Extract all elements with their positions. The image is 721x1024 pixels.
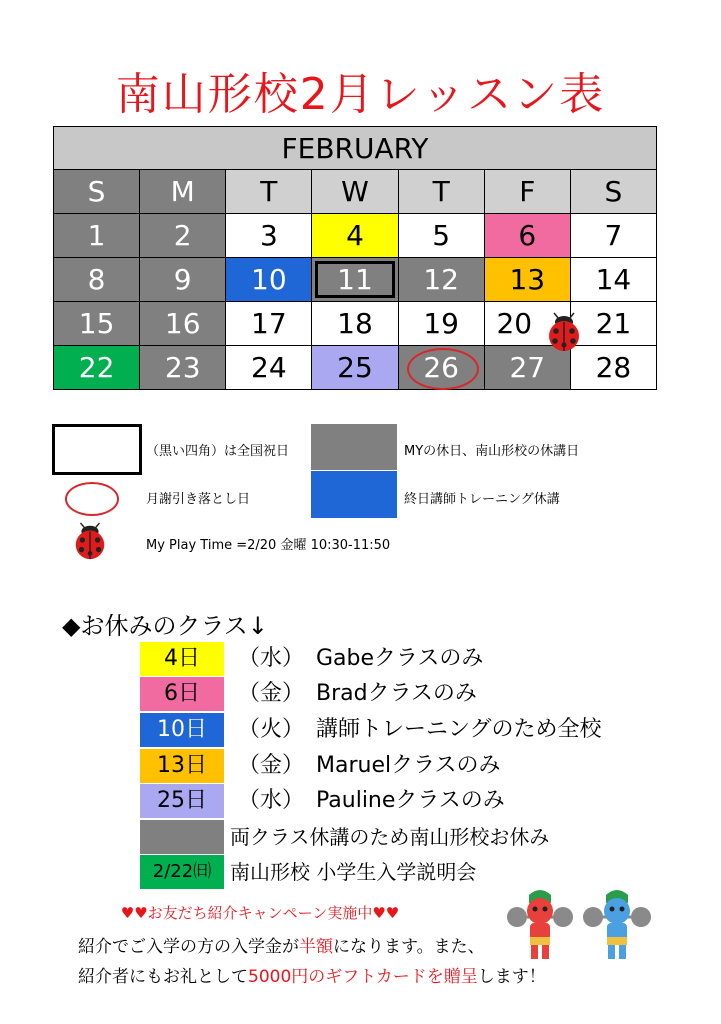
day-cell-holiday xyxy=(312,258,398,302)
day-cell: 27 xyxy=(484,346,570,390)
ladybug-icon xyxy=(543,311,585,353)
day-cell-tuition xyxy=(398,346,484,390)
legend-holiday-swatch xyxy=(52,424,142,475)
day-cell: 9 xyxy=(140,258,226,302)
week-row xyxy=(54,214,657,258)
day-cell: 4 xyxy=(312,214,398,258)
legend-tuition-text: 月謝引き落とし日 xyxy=(146,492,251,507)
day-number: 11 xyxy=(337,263,373,296)
oni-illustration xyxy=(505,885,655,965)
legend-training-text: 終日講師トレーニング休講 xyxy=(404,492,560,507)
legend-holiday-text: （黒い四角）は全国祝日 xyxy=(146,444,290,459)
day-cell: 3 xyxy=(226,214,312,258)
week-row xyxy=(54,258,657,302)
legend-closed-text: MYの休日、南山形校の休講日 xyxy=(404,444,580,459)
month-header: FEBRUARY xyxy=(54,127,657,170)
day-cell: 15 xyxy=(54,302,140,346)
closure-text: 両クラス休講のため南山形校お休み xyxy=(230,825,550,849)
day-cell: 18 xyxy=(312,302,398,346)
page-title: 南山形校2月レッスン表 xyxy=(115,69,606,120)
closure-date: 6日 xyxy=(140,677,224,711)
weekday-wed: W xyxy=(312,170,398,214)
day-cell: 23 xyxy=(140,346,226,390)
closure-date: 25日 xyxy=(140,784,224,818)
closures-heading: ◆お休みのクラス↓ xyxy=(62,612,268,640)
closure-date: 10日 xyxy=(140,713,224,747)
blue-oni-icon xyxy=(583,890,651,959)
closure-text: 南山形校 小学生入学説明会 xyxy=(230,860,477,884)
closure-date: 13日 xyxy=(140,749,224,783)
weekday-row xyxy=(54,170,657,214)
weekday-sat: S xyxy=(570,170,656,214)
day-cell: 12 xyxy=(398,258,484,302)
closure-text: Maruelクラスのみ xyxy=(316,753,501,778)
campaign-text: します！ xyxy=(477,967,546,987)
campaign-line-1 xyxy=(78,932,485,957)
weekday-thu: T xyxy=(398,170,484,214)
day-cell: 10 xyxy=(226,258,312,302)
closure-day: （金） xyxy=(238,681,305,706)
day-cell: 6 xyxy=(484,214,570,258)
closure-text: Bradクラスのみ xyxy=(316,681,477,706)
closure-day: （水） xyxy=(238,788,305,813)
campaign-highlight: 5000円のギフトカードを贈呈 xyxy=(248,967,478,987)
day-number: 20 xyxy=(496,307,533,340)
campaign-line-2 xyxy=(78,962,546,987)
day-cell: 25 xyxy=(312,346,398,390)
day-cell: 19 xyxy=(398,302,484,346)
weekday-mon: M xyxy=(140,170,226,214)
campaign-text: 紹介者にもお礼として xyxy=(78,967,248,987)
red-oni-icon xyxy=(507,890,573,959)
closure-day: （金） xyxy=(238,753,305,778)
day-cell: 8 xyxy=(54,258,140,302)
closure-text: Gabeクラスのみ xyxy=(316,646,484,671)
legend-training-swatch xyxy=(311,471,397,518)
closure-day: （火） xyxy=(238,717,305,742)
campaign-text: になります。また、 xyxy=(333,937,485,957)
day-cell: 16 xyxy=(140,302,226,346)
closure-date: 4日 xyxy=(140,642,224,676)
ladybug-icon xyxy=(70,521,110,561)
closure-date: 2/22㈰ xyxy=(140,855,224,889)
day-cell: 7 xyxy=(570,214,656,258)
day-cell: 1 xyxy=(54,214,140,258)
closure-text: Paulineクラスのみ xyxy=(316,788,505,813)
day-cell: 5 xyxy=(398,214,484,258)
closure-day: （水） xyxy=(238,646,305,671)
closure-text: 講師トレーニングのため全校 xyxy=(316,717,602,742)
weekday-tue: T xyxy=(226,170,312,214)
day-cell: 13 xyxy=(484,258,570,302)
day-cell: 21 xyxy=(570,302,656,346)
campaign-highlight: 半額 xyxy=(299,937,333,957)
day-cell: 2 xyxy=(140,214,226,258)
legend-closed-swatch xyxy=(311,424,397,470)
day-cell: 28 xyxy=(570,346,656,390)
weekday-fri: F xyxy=(484,170,570,214)
campaign-title: ♥♥お友だち紹介キャンペーン実施中♥♥ xyxy=(120,904,400,922)
campaign-text: 紹介でご入学の方の入学金が xyxy=(78,937,299,957)
legend-tuition-swatch xyxy=(65,482,119,516)
day-cell: 24 xyxy=(226,346,312,390)
legend-playtime-text: My Play Time =2/20 金曜 10:30-11:50 xyxy=(146,538,391,553)
day-cell: 22 xyxy=(54,346,140,390)
weekday-sun: S xyxy=(54,170,140,214)
day-cell: 17 xyxy=(226,302,312,346)
day-number: 26 xyxy=(423,351,459,384)
closure-date xyxy=(140,820,224,854)
day-cell: 14 xyxy=(570,258,656,302)
